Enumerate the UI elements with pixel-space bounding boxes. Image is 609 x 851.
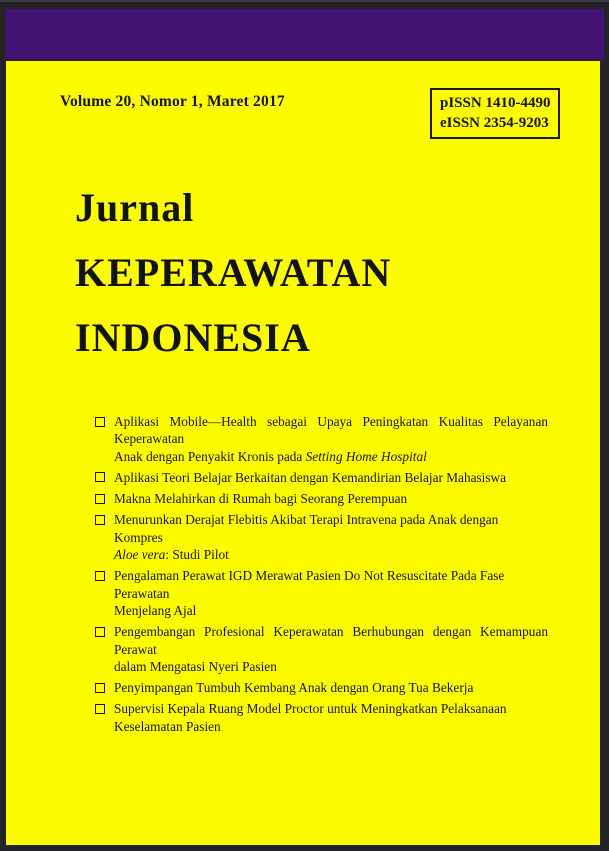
article-title-line: Pengembangan Profesional Keperawatan Berhubungan dengan Kemampuan Perawat [114,624,548,657]
article-item [95,679,548,696]
pissn-text: pISSN 1410-4490 [440,95,551,111]
checkbox-square-bullet-icon [95,627,105,637]
article-title-line: Aloe vera: Studi Pilot [114,547,229,563]
masthead-line-keperawatan: KEPERAWATAN [75,250,392,295]
article-title [114,679,548,696]
article-title-line: Aplikasi Teori Belajar Berkaitan dengan Kemandirian Belajar Mahasiswa [114,469,507,485]
article-item [95,469,548,486]
journal-masthead [75,175,391,370]
article-title [114,511,548,563]
checkbox-square-bullet-icon [95,494,105,504]
article-list [95,413,548,739]
article-item [95,413,548,465]
issn-box [430,88,560,139]
checkbox-square-bullet-icon [95,417,105,427]
article-title [114,700,548,735]
article-item [95,623,548,675]
checkbox-square-bullet-icon [95,472,105,482]
article-item [95,567,548,619]
masthead-line-indonesia: INDONESIA [75,315,311,360]
article-title-line: Anak dengan Penyakit Kronis pada Setting Home Hospital [114,448,427,464]
article-title-line: Keselamatan Pasien [114,718,221,734]
article-title-line: Supervisi Kepala Ruang Model Proctor untuk Meningkatkan Pelaksanaan [114,701,507,717]
purple-top-band [6,9,604,61]
article-title-line: Makna Melahirkan di Rumah bagi Seorang Perempuan [114,491,408,507]
article-title [114,623,548,675]
article-title [114,567,548,619]
checkbox-square-bullet-icon [95,704,105,714]
article-item [95,490,548,507]
article-title [114,490,548,507]
eissn-text: eISSN 2354-9203 [440,115,549,131]
article-title-line: Penyimpangan Tumbuh Kembang Anak dengan Orang Tua Bekerja [114,680,474,696]
article-title [114,469,548,486]
article-title [114,413,548,465]
article-title-line: Menurunkan Derajat Flebitis Akibat Terapi Intravena pada Anak dengan Kompres [114,512,499,545]
issue-line: Volume 20, Nomor 1, Maret 2017 [60,93,285,110]
checkbox-square-bullet-icon [95,515,105,525]
article-title-line: Aplikasi Mobile—Health sebagai Upaya Peningkatan Kualitas Pelayanan Keperawatan [114,414,548,447]
journal-cover-page [6,9,600,845]
checkbox-square-bullet-icon [95,571,105,581]
masthead-line-jurnal: Jurnal [75,185,195,230]
article-title-line: dalam Mengatasi Nyeri Pasien [114,658,277,674]
article-item [95,700,548,735]
checkbox-square-bullet-icon [95,683,105,693]
article-item [95,511,548,563]
article-title-line: Menjelang Ajal [114,602,197,618]
article-title-line: Pengalaman Perawat IGD Merawat Pasien Do Not Resuscitate Pada Fase Perawatan [114,568,505,601]
